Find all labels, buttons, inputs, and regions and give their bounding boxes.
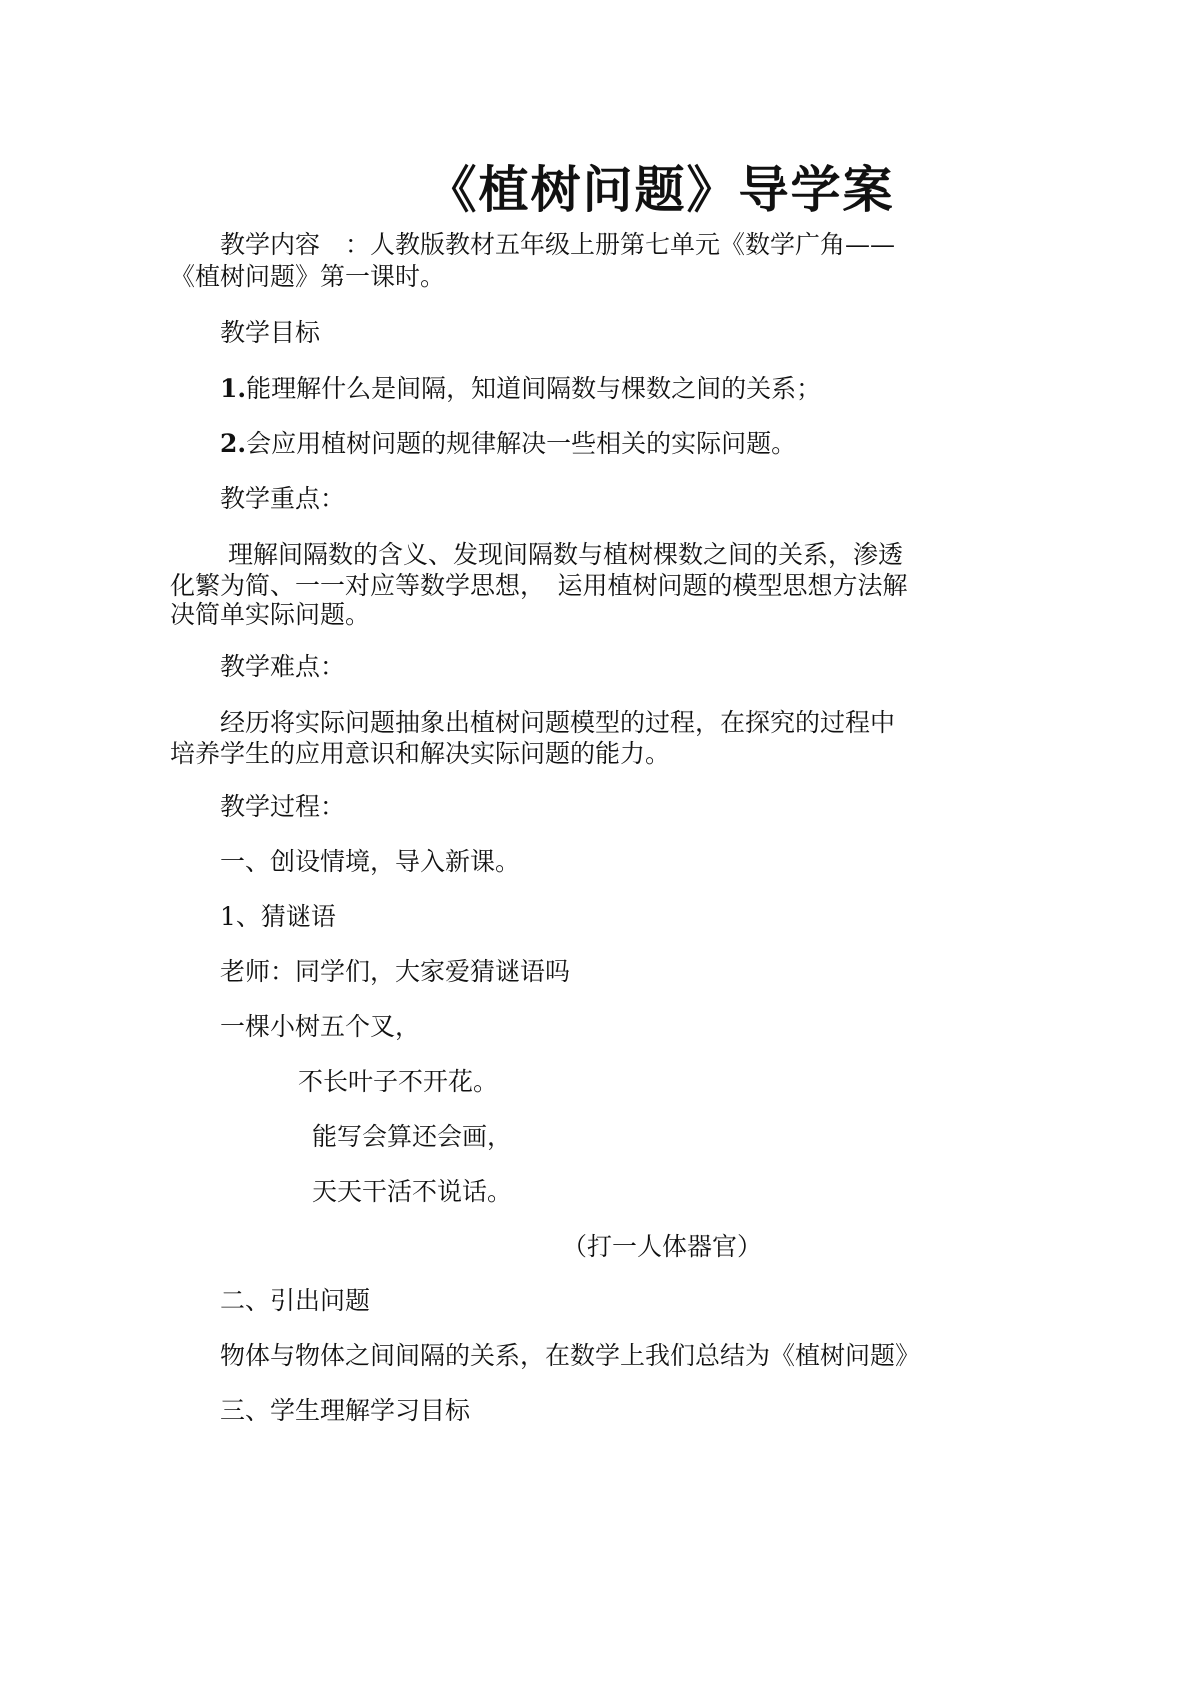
- riddle-line-3: 能写会算还会画，: [312, 1122, 513, 1151]
- riddle-line-2: 不长叶子不开花。: [298, 1067, 499, 1096]
- section-3-heading: 三、学生理解学习目标: [220, 1396, 471, 1425]
- goal-text-2: 会应用植树问题的规律解决一些相关的实际问题。: [246, 429, 797, 458]
- goal-text-1: 能理解什么是间隔，知道间隔数与棵数之间的关系；: [246, 374, 822, 403]
- key-points-line-3: 决简单实际问题。: [170, 600, 371, 629]
- key-points-line-1: 理解间隔数的含义、发现间隔数与植树棵数之间的关系，渗透: [228, 540, 904, 569]
- riddle-heading: 1、猜谜语: [220, 902, 336, 931]
- key-points-heading: 教学重点：: [220, 484, 346, 513]
- difficulty-line-2: 培养学生的应用意识和解决实际问题的能力。: [170, 739, 671, 768]
- riddle-line-4: 天天干活不说话。: [312, 1177, 513, 1206]
- teaching-goals-heading: 教学目标: [220, 318, 321, 347]
- document-title: 《植树问题》导学案: [426, 160, 895, 219]
- section-1-heading: 一、创设情境，导入新课。: [220, 847, 521, 876]
- section-2-heading: 二、引出问题: [220, 1286, 371, 1315]
- riddle-hint: （打一人体器官）: [562, 1232, 763, 1261]
- section-2-text: 物体与物体之间间隔的关系，在数学上我们总结为《植树问题》: [220, 1341, 921, 1370]
- teaching-content-line-2: 《植树问题》第一课时。: [170, 262, 446, 291]
- goal-number-2: 2.: [220, 429, 247, 458]
- process-heading: 教学过程：: [220, 792, 346, 821]
- key-points-line-2: 化繁为简、一一对应等数学思想， 运用植树问题的模型思想方法解: [170, 571, 908, 600]
- teacher-line: 老师：同学们，大家爱猜谜语吗: [220, 957, 571, 986]
- goal-number-1: 1.: [220, 374, 247, 403]
- difficulty-line-1: 经历将实际问题抽象出植树问题模型的过程，在探究的过程中: [220, 708, 896, 737]
- difficulty-heading: 教学难点：: [220, 652, 346, 681]
- teaching-content-line-1: 教学内容 ：人教版教材五年级上册第七单元《数学广角——: [220, 230, 896, 259]
- goal-item-2: [220, 427, 796, 461]
- riddle-line-1: 一棵小树五个叉，: [220, 1012, 421, 1041]
- goal-item-1: [220, 372, 821, 406]
